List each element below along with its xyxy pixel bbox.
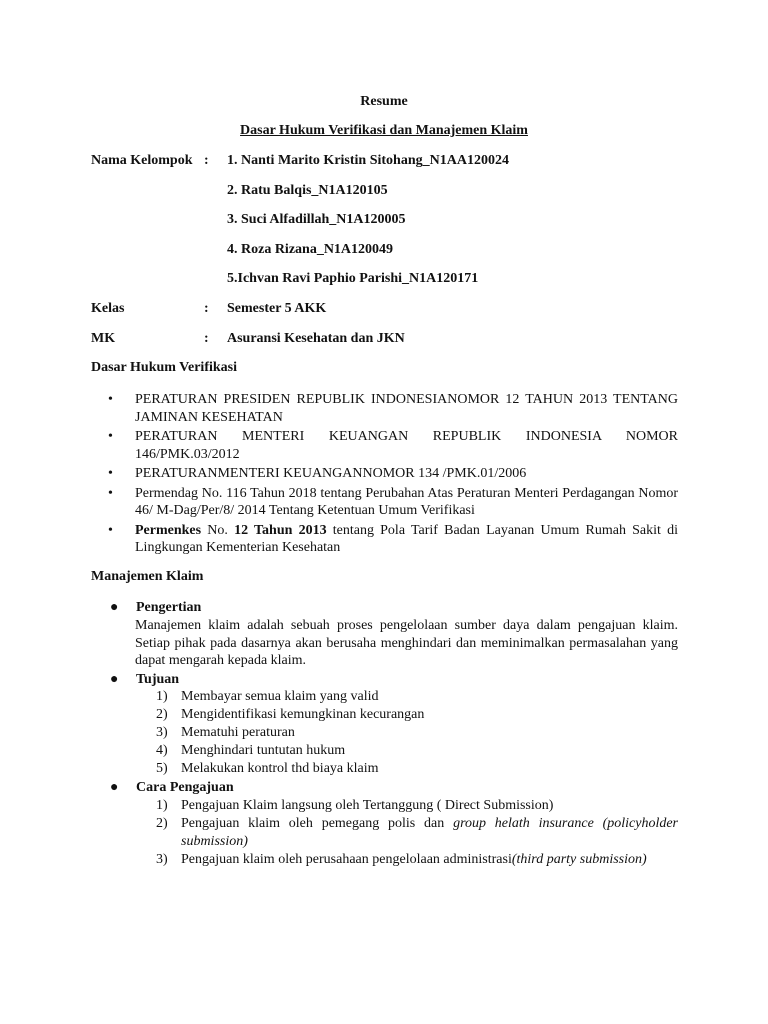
class-value: Semester 5 AKK xyxy=(227,301,327,316)
member-5: 5.Ichvan Ravi Paphio Parishi_N1A120171 xyxy=(227,271,479,286)
list-item xyxy=(156,797,678,815)
item-number: 4) xyxy=(156,743,168,758)
item-italic-text: group helath insurance (policyholder submission) xyxy=(181,816,679,849)
mk-label: MK xyxy=(91,331,116,346)
item-number: 2) xyxy=(156,816,168,831)
list-item-text: PERATURANMENTERI KEUANGANNOMOR 134 /PMK.01/2006 xyxy=(135,466,527,481)
list-item-text xyxy=(135,522,678,557)
pengertian-text: Manajemen klaim adalah sebuah proses pengelolaan sumber daya dalam pengajuan klaim. Setiap pihak pada dasarnya akan berusaha menghindari dan meminimalkan permasalahan yang dapat mengarah kepada klaim. xyxy=(135,618,678,668)
list-item-text: PERATURAN MENTERI KEUANGAN REPUBLIK INDONESIA NOMOR 146/PMK.03/2012 xyxy=(135,429,678,462)
dasar-hukum-list xyxy=(108,391,678,559)
list-item xyxy=(108,428,678,463)
item-text: Pengajuan Klaim langsung oleh Tertanggung ( Direct Submission) xyxy=(181,798,554,813)
list-item xyxy=(156,724,678,742)
item-text: Membayar semua klaim yang valid xyxy=(181,689,379,704)
mk-value: Asuransi Kesehatan dan JKN xyxy=(227,331,405,346)
list-item-text: Permendag No. 116 Tahun 2018 tentang Perubahan Atas Peraturan Menteri Perdagangan Nomor 46/ M-Dag/Per/8/ 2014 Tentang Ketentuan Umum Verifikasi xyxy=(135,485,678,518)
tujuan-list xyxy=(156,688,678,778)
item-text: Melakukan kontrol thd biaya klaim xyxy=(181,761,379,776)
list-item xyxy=(156,742,678,760)
class-colon: : xyxy=(204,301,209,316)
bullet-icon: • xyxy=(108,522,113,538)
document-title: Resume xyxy=(360,94,408,109)
group-label: Nama Kelompok xyxy=(91,153,193,168)
permenkes-no: No. xyxy=(201,522,235,538)
tujuan-heading: Tujuan xyxy=(136,672,180,687)
document-subtitle: Dasar Hukum Verifikasi dan Manajemen Klaim xyxy=(240,123,528,138)
class-label: Kelas xyxy=(91,301,125,316)
mk-colon: : xyxy=(204,331,209,346)
permenkes-bold: Permenkes xyxy=(135,522,202,538)
permenkes-desc: tentang Pola Tarif Badan Layanan Umum Rumah Sakit di Lingkungan Kementerian Kesehatan xyxy=(135,522,678,555)
bullet-icon: ● xyxy=(110,780,119,795)
bullet-icon: ● xyxy=(110,672,119,687)
member-1: 1. Nanti Marito Kristin Sitohang_N1AA120024 xyxy=(227,153,509,168)
list-item xyxy=(156,760,678,778)
dasar-hukum-heading: Dasar Hukum Verifikasi xyxy=(91,360,237,375)
manajemen-heading: Manajemen Klaim xyxy=(91,569,204,584)
group-colon: : xyxy=(204,153,209,168)
member-4: 4. Roza Rizana_N1A120049 xyxy=(227,242,394,257)
cara-heading: Cara Pengajuan xyxy=(136,780,234,795)
list-item xyxy=(156,815,678,851)
item-text: Mematuhi peraturan xyxy=(181,725,295,740)
item-text: Mengidentifikasi kemungkinan kecurangan xyxy=(181,707,425,722)
item-number: 3) xyxy=(156,852,168,867)
list-item xyxy=(156,688,678,706)
bullet-icon: • xyxy=(108,466,113,481)
pengertian-heading: Pengertian xyxy=(136,600,202,615)
bullet-icon: • xyxy=(108,429,113,444)
member-2: 2. Ratu Balqis_N1A120105 xyxy=(227,183,388,198)
list-item xyxy=(156,706,678,724)
item-number: 5) xyxy=(156,761,168,776)
permenkes-year: 12 Tahun 2013 xyxy=(234,522,327,538)
item-number: 1) xyxy=(156,798,168,813)
item-number: 2) xyxy=(156,707,168,722)
item-number: 3) xyxy=(156,725,168,740)
cara-list xyxy=(156,797,678,869)
bullet-icon: • xyxy=(108,485,113,501)
list-item xyxy=(108,465,678,483)
item-number: 1) xyxy=(156,689,168,704)
list-item xyxy=(108,485,678,520)
item-text: Pengajuan klaim oleh perusahaan pengelolaan administrasi xyxy=(181,852,512,867)
list-item xyxy=(156,851,678,869)
member-3: 3. Suci Alfadillah_N1A120005 xyxy=(227,212,406,227)
list-item xyxy=(108,522,678,557)
bullet-icon: • xyxy=(108,392,113,407)
list-item xyxy=(108,391,678,426)
bullet-icon: ● xyxy=(110,600,119,615)
item-italic-text: (third party submission) xyxy=(511,852,647,867)
list-item-text: PERATURAN PRESIDEN REPUBLIK INDONESIANOMOR 12 TAHUN 2013 TENTANG JAMINAN KESEHATAN xyxy=(135,392,678,425)
item-text: Menghindari tuntutan hukum xyxy=(181,743,346,758)
item-text: Pengajuan klaim oleh pemegang polis dan xyxy=(181,816,454,831)
